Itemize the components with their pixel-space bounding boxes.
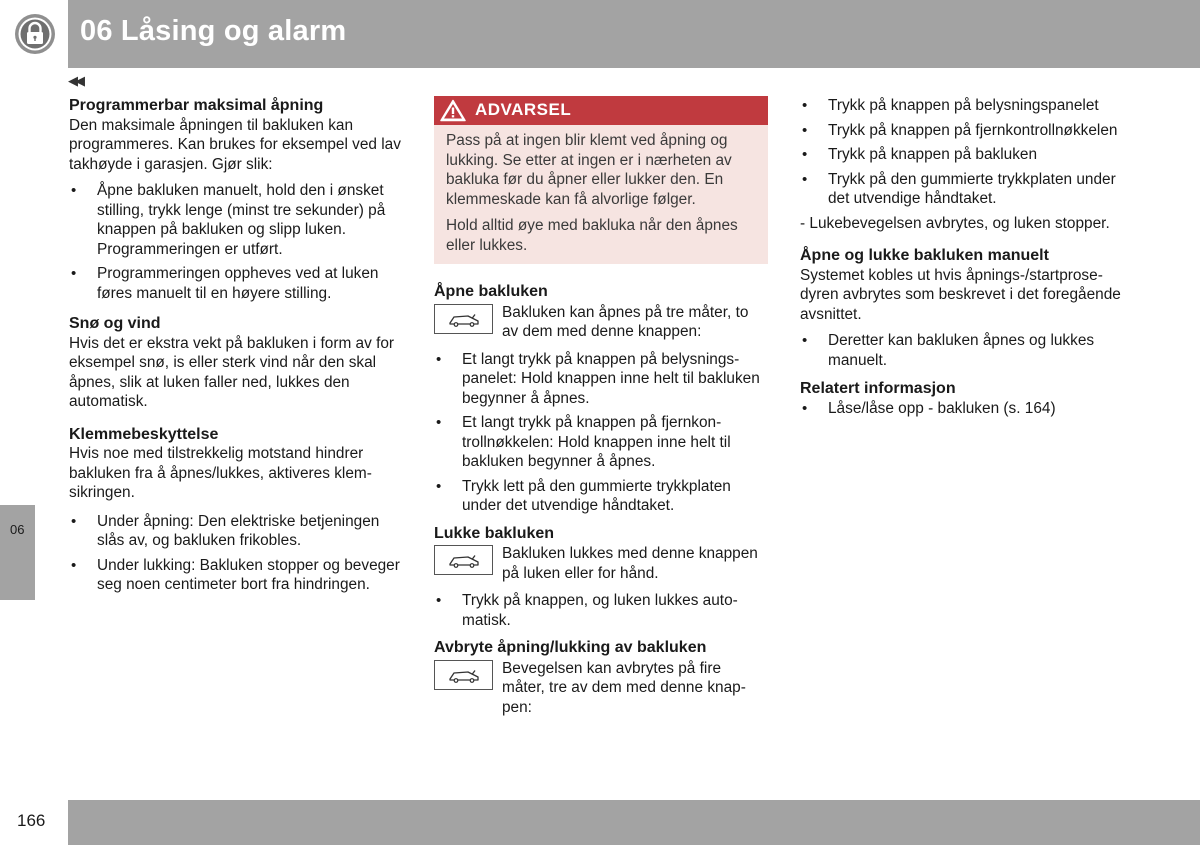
section-heading: Lukke bakluken xyxy=(434,524,555,542)
column-right xyxy=(800,96,1132,423)
side-chapter-tab[interactable] xyxy=(0,505,35,600)
list-item: • Et langt trykk på knappen på fjernkontrollnøkkelen: Hold knappen inne helt til bakluken begynner å åpnes. xyxy=(434,413,768,472)
column-left xyxy=(69,96,403,600)
section-open-tailgate xyxy=(434,282,768,516)
list-item: • Trykk lett på den gummierte trykkplaten under det utvendige håndtaket. xyxy=(434,477,768,516)
section-manual-operation xyxy=(800,246,1132,370)
section-snow-wind xyxy=(69,314,403,412)
section-text: Den maksimale åpningen til bakluken kan programmeres. Kan brukes for eksempel ved lav takhøyde i garasjen. Gjør slik: xyxy=(69,116,401,173)
section-pinch-protection xyxy=(69,425,403,595)
warning-triangle-icon xyxy=(440,99,466,122)
side-chapter-tab-label: 06 xyxy=(10,522,25,537)
list-item: • Åpne bakluken manuelt, hold den i ønsket stilling, trykk lenge (minst tre sekunder) på knappen på bakluken og slipp luken. Programmeringen er utført. xyxy=(69,181,403,259)
section-programmable-opening xyxy=(69,96,403,303)
list-item: • Programmeringen oppheves ved at luken føres manuelt til en høyere stilling. xyxy=(69,264,403,303)
list-item: • Deretter kan bakluken åpnes og lukkes manuelt. xyxy=(800,331,1132,370)
page-footer xyxy=(0,800,1200,845)
section-heading: Snø og vind xyxy=(69,315,161,332)
list-item: • Et langt trykk på knappen på belysningspanelet: Hold knappen inne helt til bakluken begynner å åpnes. xyxy=(434,350,768,409)
warning-body xyxy=(434,125,768,264)
list-item: • Trykk på knappen, og luken lukkes automatisk. xyxy=(434,591,768,630)
icon-row-text: Bevegelsen kan avbrytes på fire måter, tre av dem med denne knappen: xyxy=(502,659,746,716)
bullet-list xyxy=(434,591,768,630)
section-text: Hvis noe med tilstrekkelig motstand hindrer bakluken fra å åpnes/lukkes, aktiveres klemsikringen. xyxy=(69,445,372,501)
warning-text: Hold alltid øye med bakluka når den åpnes eller lukkes. xyxy=(446,217,738,254)
related-link[interactable]: • Låse/låse opp - bakluken (s. 164) xyxy=(800,399,1132,419)
list-item: • Trykk på knappen på fjernkontrollnøkkelen xyxy=(800,121,1132,141)
tailgate-button-icon xyxy=(434,660,493,690)
lock-icon xyxy=(14,13,56,55)
icon-row-text: Bakluken lukkes med denne knappen på luken eller for hånd. xyxy=(502,545,758,582)
bullet-list xyxy=(800,399,1132,419)
warning-title: ADVARSEL xyxy=(475,100,572,119)
tailgate-button-icon xyxy=(434,304,493,334)
list-item: • Trykk på knappen på belysningspanelet xyxy=(800,96,1132,116)
note-text: - Lukebevegelsen avbrytes, og luken stopper. xyxy=(800,214,1110,232)
section-heading: Relatert informasjon xyxy=(800,380,956,397)
section-text: Systemet kobles ut hvis åpnings-/startprosedyren avbrytes som beskrevet i det foregående avsnittet. xyxy=(800,266,1121,323)
icon-row-text: Bakluken kan åpnes på tre måter, to av dem med denne knappen: xyxy=(502,303,749,340)
icon-row xyxy=(434,544,768,583)
section-interrupt xyxy=(434,638,768,717)
icon-row xyxy=(434,303,768,342)
tailgate-button-icon xyxy=(434,545,493,575)
section-heading: Åpne bakluken xyxy=(434,283,548,300)
bullet-list xyxy=(69,181,403,303)
bullet-list xyxy=(800,96,1132,209)
section-text: Hvis det er ekstra vekt på bakluken i form av for eksempel snø, is eller sterk vind når den skal åpnes, slik at luken faller ned, lukkes den automatisk. xyxy=(69,334,395,410)
list-item: • Trykk på den gummierte trykkplaten under det utvendige håndtaket. xyxy=(800,170,1132,209)
chapter-icon-box xyxy=(0,0,68,68)
section-heading: Klemmebeskyttelse xyxy=(69,425,219,443)
icon-row xyxy=(434,659,768,718)
warning-box xyxy=(434,96,768,264)
warning-header xyxy=(434,96,768,125)
bullet-list xyxy=(434,350,768,516)
section-heading: Avbryte åpning/lukking av bakluken xyxy=(434,639,707,656)
chapter-title: 06 Låsing og alarm xyxy=(80,15,347,47)
page-number: 166 xyxy=(17,811,46,830)
warning-text: Pass på at ingen blir klemt ved åpning og lukking. Se etter at ingen er i nærheten av bakluka før du åpner eller lukker den. En klemmeskade kan få alvorlige følger. xyxy=(446,132,732,208)
section-close-tailgate xyxy=(434,524,768,631)
column-middle xyxy=(434,96,768,717)
section-related-info xyxy=(800,379,1132,418)
bullet-list xyxy=(69,512,403,595)
back-nav-icon[interactable]: ◀◀ xyxy=(68,73,82,88)
list-item: • Under lukking: Bakluken stopper og beveger seg noen centimeter bort fra hindringen. xyxy=(69,556,403,595)
section-heading: Programmerbar maksimal åpning xyxy=(69,97,324,114)
list-item: • Under åpning: Den elektriske betjeningen slås av, og bakluken frikobles. xyxy=(69,512,403,551)
section-heading: Åpne og lukke bakluken manuelt xyxy=(800,247,1049,264)
list-item: • Trykk på knappen på bakluken xyxy=(800,145,1132,165)
bullet-list xyxy=(800,331,1132,370)
